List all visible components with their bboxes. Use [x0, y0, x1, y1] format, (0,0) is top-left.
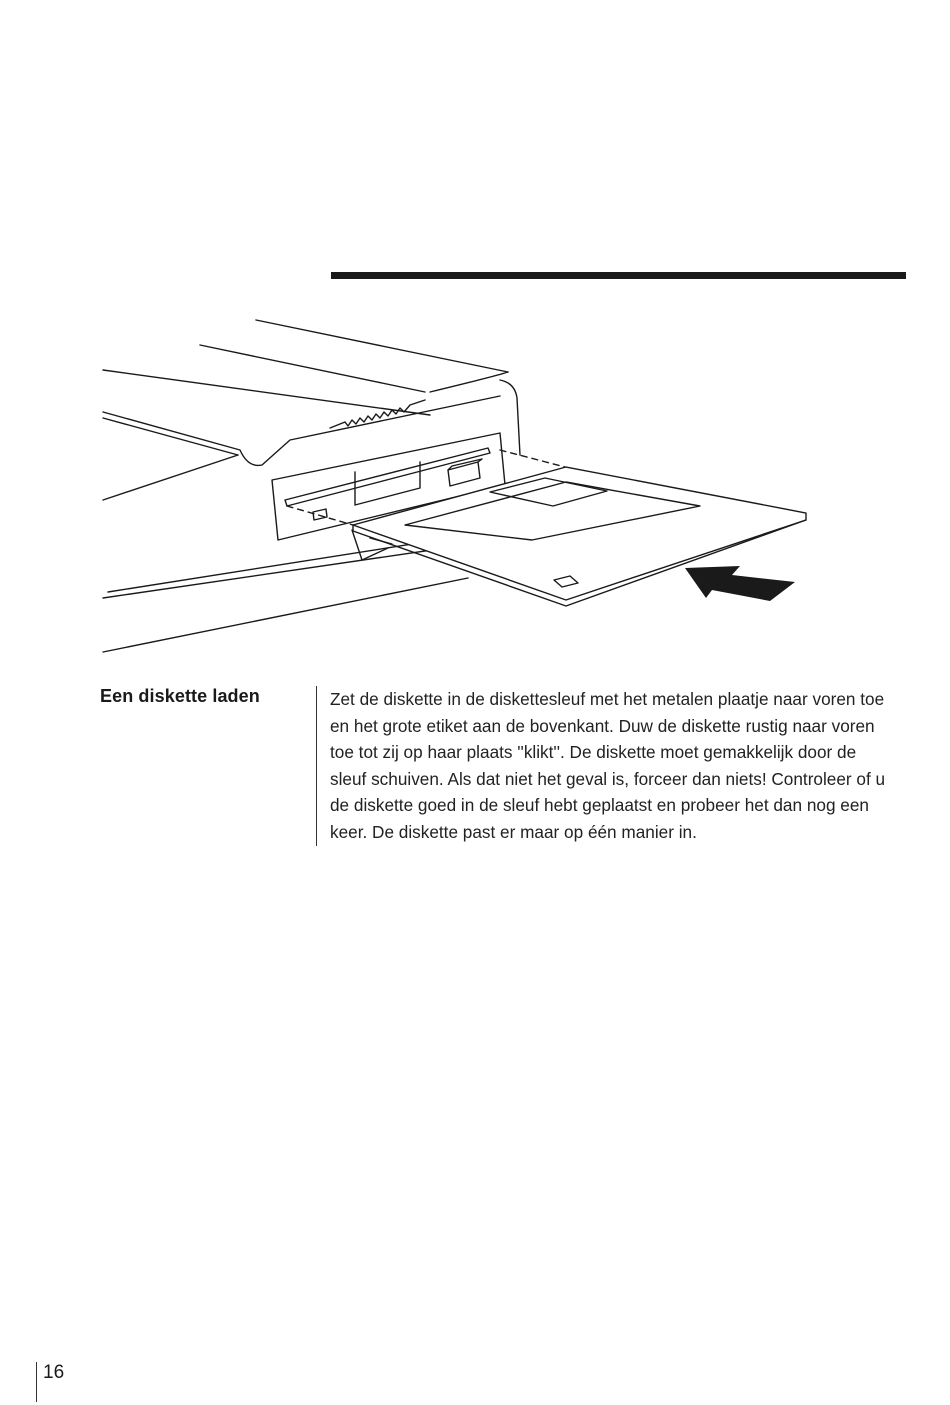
- housing-corner-top: [430, 372, 508, 392]
- drive-light: [313, 509, 327, 520]
- page-number: 16: [36, 1362, 64, 1402]
- housing-left-slope: [103, 455, 238, 500]
- housing-top-line: [103, 370, 430, 415]
- housing-top-line: [200, 345, 425, 392]
- housing-base-line: [103, 578, 468, 652]
- section-heading: Een diskette laden: [100, 686, 260, 706]
- push-arrow-icon: [685, 566, 795, 601]
- section-rule: [331, 272, 906, 279]
- insertion-guide: [500, 450, 565, 467]
- body-paragraph: Zet de diskette in de diskettesleuf met het metalen plaatje naar voren toe en het grote etiket aan de bovenkant. Duw de diskette rustig naar voren toe tot zij op haar plaats ''klikt''. De diskette moet gemakkelijk door de sleuf schuiven. Als dat niet het geval is, forceer dan niets! Controleer of u de diskette goed in de sleuf hebt geplaatst en probeer het dan nog een keer. De diskette past er maar op één manier in.: [330, 689, 886, 842]
- housing-lip: [103, 396, 500, 465]
- section-body: [316, 686, 890, 846]
- insertion-guide: [287, 506, 353, 525]
- housing-lip-inner: [103, 418, 238, 455]
- housing-corner: [500, 380, 520, 455]
- diskette-insertion-illustration: [95, 310, 815, 660]
